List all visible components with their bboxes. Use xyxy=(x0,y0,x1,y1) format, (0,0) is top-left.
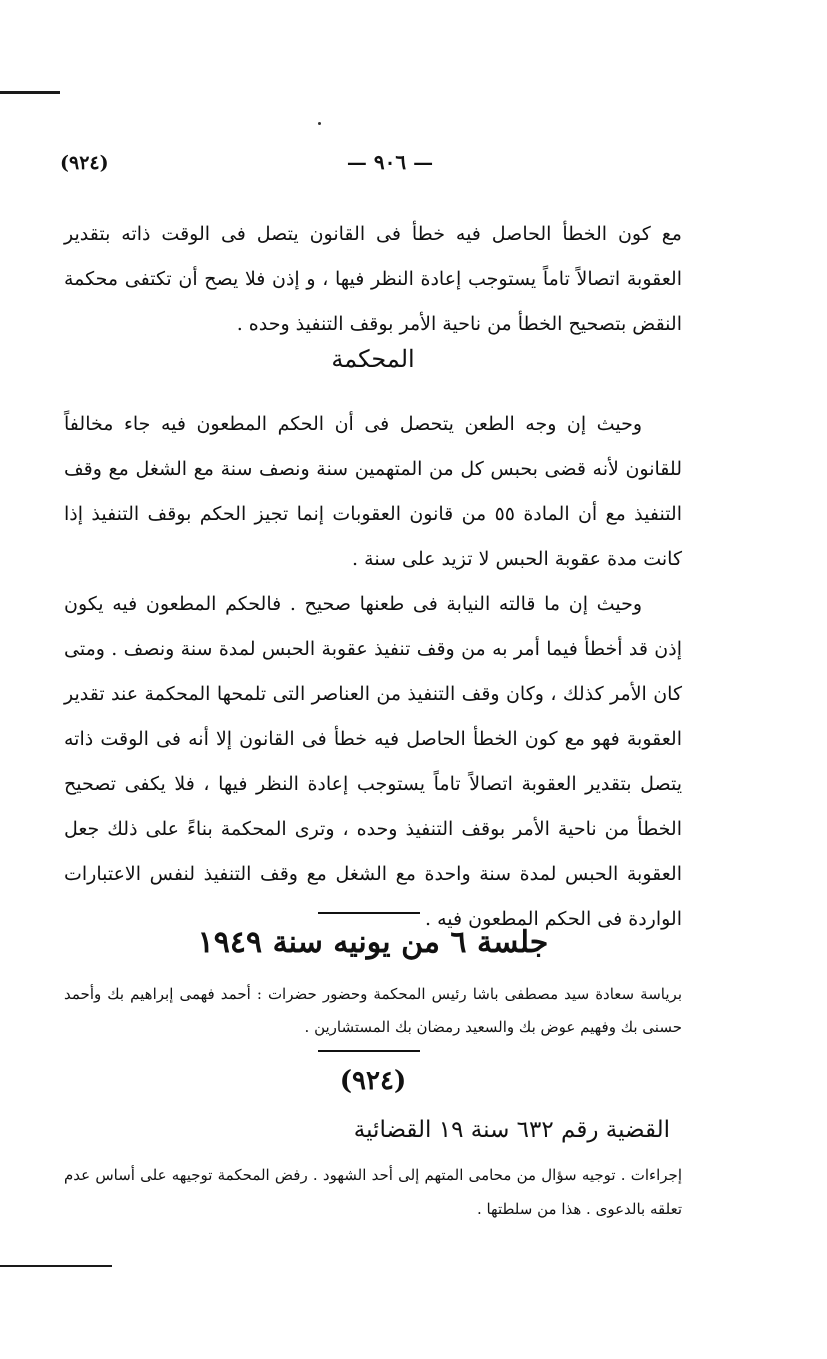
scan-speck xyxy=(318,122,321,125)
paragraph-continuation: مع كون الخطأ الحاصل فيه خطأ فى القانون يتصل فى الوقت ذاته بتقدير العقوبة اتصالاً تاماً يستوجب إعادة النظر فيها ، و إذن فلا يصح أن تكتفى محكمة النقض بتصحيح الخطأ من ناحية الأمر بوقف التنفيذ وحده . xyxy=(64,223,682,335)
section-heading-court: المحكمة xyxy=(331,345,415,373)
session-title: جلسة ٦ من يونيه سنة ١٩٤٩ xyxy=(197,925,549,960)
paragraph-court-reasoning: وحيث إن ما قالته النيابة فى طعنها صحيح . فالحكم المطعون فيه يكون إذن قد أخطأ فيما أمر به من وقف تنفيذ عقوبة الحبس لمدة سنة ونصف . ومتى كان الأمر كذلك ، وكان وقف التنفيذ من العناصر التى تلمحها المحكمة عند تقدير العقوبة فهو مع كون الخطأ الحاصل فيه خطأ فى القانون إلا أنه فى الوقت ذاته يتصل بتقدير العقوبة اتصالاً تاماً يستوجب إعادة النظر فيها ، فلا يكفى تصحيح الخطأ من ناحية الأمر بوقف التنفيذ وحده ، وترى المحكمة بناءً على ذلك جعل العقوبة الحبس لمدة سنة واحدة مع الشغل مع وقف التنفيذ لنفس الاعتبارات الواردة فى الحكم المطعون فيه . xyxy=(64,593,682,930)
case-number: (٩٢٤) xyxy=(339,1066,407,1096)
divider-rule xyxy=(318,912,420,914)
scan-edge-mark xyxy=(0,1265,112,1267)
presidency-statement: برياسة سعادة سيد مصطفى باشا رئيس المحكمة وحضور حضرات : أحمد فهمى إبراهيم بك وأحمد حسنى بك وفهيم عوض بك والسعيد رمضان بك المستشارين . xyxy=(64,985,682,1036)
case-title: القضية رقم ٦٣٢ سنة ١٩ القضائية xyxy=(353,1117,670,1143)
scan-edge-mark xyxy=(0,91,60,94)
divider-rule xyxy=(318,1050,420,1052)
page-header xyxy=(60,150,680,180)
page-number: — ٩٠٦ — xyxy=(346,150,434,174)
header-case-reference: (٩٢٤) xyxy=(60,152,109,174)
paragraph-appeal-grounds: وحيث إن وجه الطعن يتحصل فى أن الحكم المطعون فيه جاء مخالفاً للقانون لأنه قضى بحبس كل من المتهمين سنة ونصف سنة مع الشغل مع وقف التنفيذ مع أن المادة ٥٥ من قانون العقوبات إنما تجيز الحكم بوقف التنفيذ إذا كانت مدة عقوبة الحبس لا تزيد على سنة . xyxy=(64,413,682,570)
procedures-summary: إجراءات . توجيه سؤال من محامى المتهم إلى أحد الشهود . رفض المحكمة توجيهه على أساس عدم تعلقه بالدعوى . هذا من سلطتها . xyxy=(64,1166,682,1218)
